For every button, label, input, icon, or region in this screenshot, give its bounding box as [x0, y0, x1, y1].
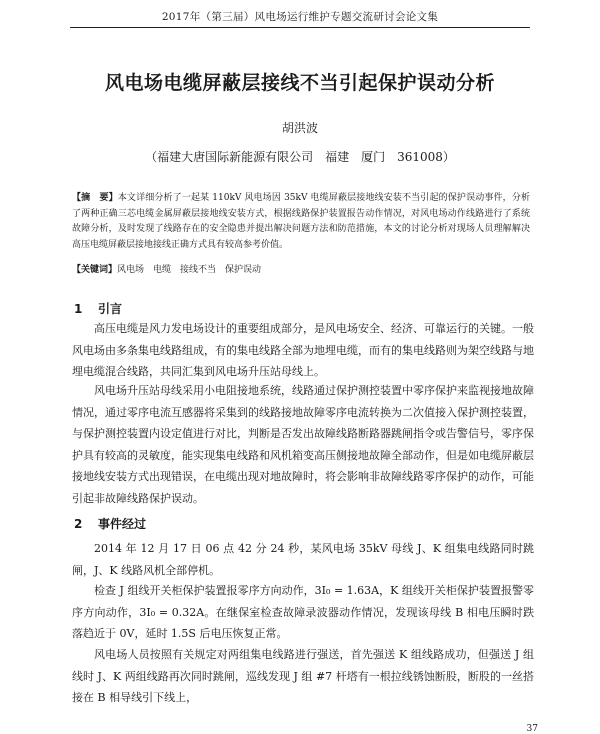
- section-heading-1: [74, 300, 122, 317]
- abstract-label: 【摘 要】: [72, 193, 118, 203]
- keywords-label: 【关键词】: [72, 265, 118, 275]
- paragraph: 检查 J 组线开关柜保护装置报零序方向动作，3I₀ = 1.63A，K 组线开关柜保护装置报警零序方向动作，3I₀ = 0.32A。在继保室检查故障录波器动作情况，发现该母线 B 相电压瞬时跌落趋近于 0V，延时 1.5S 后电压恢复正常。: [72, 584, 534, 640]
- keywords-text: 风电场 电缆 接线不当 保护误动: [117, 265, 262, 275]
- running-header: 2017年（第三届）风电场运行维护专题交流研讨会论文集: [70, 9, 530, 28]
- paragraph: 高压电缆是风力发电场设计的重要组成部分，是风电场安全、经济、可靠运行的关键。一般风电场由多条集电线路组成，有的集电线路全部为地埋电缆，而有的集电线路则为架空线路与地埋电缆混合线路，共同汇集到风电场升压站母线上。: [72, 322, 534, 378]
- author-name: 胡洪波: [281, 121, 318, 135]
- section-title: 事件经过: [98, 517, 147, 531]
- section-heading-2: [74, 515, 146, 532]
- keywords-block: [72, 263, 530, 278]
- paragraph: 风电场升压站母线采用小电阻接地系统，线路通过保护测控装置中零序保护来监视接地故障情况，通过零序电流互感器将采集到的线路接地故障零序电流转换为二次值接入保护测控装置，与保护测控装置内设定值进行对比，判断是否发出故障线路断路器跳闸指令或告警信号，零序保护具有较高的灵敏度，能实现集电线路和风机箱变高压侧接地故障全部动作，但是如电缆屏蔽层接地线安装方式出现错误，在电缆出现对地故障时，将会影响非故障线路零序保护的动作，可能引起非故障线路保护误动。: [72, 384, 534, 505]
- paper-title: 风电场电缆屏蔽层接线不当引起保护误动分析: [104, 72, 495, 94]
- paragraph: 2014 年 12 月 17 日 06 点 42 分 24 秒，某风电场 35kV 母线 J、K 组集电线路同时跳闸，J、K 线路风机全部停机。: [72, 542, 534, 577]
- page-number: 37: [526, 724, 538, 734]
- section-number: 1: [74, 302, 83, 316]
- paragraph: 风电场人员按照有关规定对两组集电线路进行强送，首先强送 K 组线路成功，但强送 J 组线时 J、K 两组线路再次同时跳闸，巡线发现 J 组 #7 杆塔有一根拉线锈蚀断股，断股的一丝搭接在 B 相导线引下线上，: [72, 648, 534, 704]
- author-affiliation: （福建大唐国际新能源有限公司 福建 厦门 361008）: [145, 150, 455, 164]
- abstract-block: [72, 191, 530, 253]
- abstract-text: 本文详细分析了一起某 110kV 风电场因 35kV 电缆屏蔽层接地线安装不当引起的保护误动事件，分析了两种正确三芯电缆金属屏蔽层接地线安装方式，根据线路保护装置报告动作情况，对风电场动作线路进行了系统故障分析，及时发现了线路存在的安全隐患并提出解决问题方法和防范措施，本文的讨论分析对现场人员理解解决高压电缆屏蔽层接地接线正确方式具有较高参考价值。: [72, 193, 530, 250]
- section-number: 2: [74, 517, 83, 531]
- section-title: 引言: [98, 302, 123, 316]
